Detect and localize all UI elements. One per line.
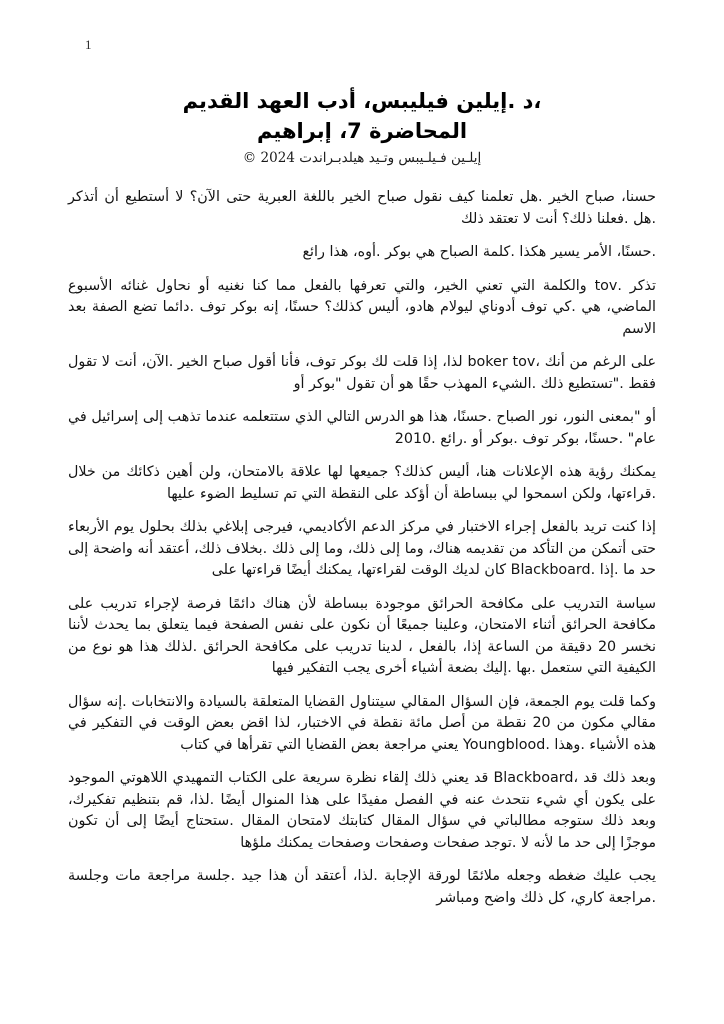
transcript-body — [68, 187, 656, 909]
transcript-paragraph: على الرغم من أنك ،boker tov لذا، إذا قلت لك بوكر توف، فأنا أقول صباح الخير .الآن، أنت لا تقول فقط ."تستطيع ذلك .الشيء المهذب حقًا هو أن تقول "بوكر أو — [68, 354, 656, 392]
document-header — [0, 0, 724, 168]
transcript-paragraph: يمكنك رؤية هذه الإعلانات هنا، أليس كذلك؟ جميعها لها علاقة بالامتحان، ولن أهين ذكائك من خلال .قراءتها، ولكن اسمحوا لي ببساطة أن أؤكد على النقطة التي تم تسليط الضوء عليها — [68, 464, 656, 502]
transcript-paragraph: .حسنًا، الأمر يسير هكذا .كلمة الصباح هي بوكر .أوه، هذا رائع — [302, 244, 656, 260]
page-title-line-1: ،د .إيلين فيليبس، أدب العهد القديم — [182, 89, 542, 113]
transcript-paragraph: حسنا، صباح الخير .هل تعلمنا كيف نقول صباح الخير باللغة العبرية حتى الآن؟ لا أستطيع أن أتذكر .هل .فعلنا ذلك؟ أنت لا تعتقد ذلك — [68, 189, 656, 227]
transcript-paragraph: تذكر .tov والكلمة التي تعني الخير، والتي تعرفها بالفعل مما كنا نغنيه أو نحاول غنائه الأسبوع الماضي، هي .كي توف أدوناي ليولام هادو، أليس كذلك؟ حسنًا، إنه بوكر توف .دائما تضع الصفة بعد الاسم — [68, 277, 656, 337]
transcript-paragraph: سياسة التدريب على مكافحة الحرائق موجودة ببساطة لأن هناك دائمًا فرصة لإجراء تدريب على مكافحة الحرائق أثناء الامتحان، وعلينا جميعًا أن نكون على نفس الصفحة فيما يتعلق بما يحدث لأننا نخسر 20 دقيقة من الساعة إذا، بالفعل ، لدينا تدريب على مكافحة الحرائق .لذلك هذا هو نوع من الكيفية التي ستعمل .بها .إليك بضعة أشياء أخرى يجب التفكير فيها — [68, 595, 656, 676]
copyright-line: إيلـين فـيلـيبس وتـيد هيلدبـراندت 2024 © — [242, 150, 482, 166]
page-title-line-2: المحاضرة 7، إبراهيم — [256, 119, 468, 143]
transcript-paragraph: إذا كنت تريد بالفعل إجراء الاختبار في مركز الدعم الأكاديمي، فيرجى إبلاغي بذلك بحلول يوم الأربعاء حتى أتمكن من التأكد من تقديمه هناك، وما إلى ذلك، وما إلى ذلك .بخلاف ذلك، أعتقد أنه واضحة إلى حد ما .إذا .Blackboard كان لديك الوقت لقراءتها، يمكنك أيضًا قراءتها على — [68, 519, 656, 578]
page-number: 1 — [85, 37, 92, 52]
transcript-paragraph: يجب عليك ضغطه وجعله ملائمًا لورقة الإجابة .لذا، أعتقد أن هذا جيد .جلسة مراجعة مات وجلسة .مراجعة كاري، كل ذلك واضح ومباشر — [68, 868, 656, 906]
transcript-paragraph: وكما قلت يوم الجمعة، فإن السؤال المقالي سيتناول القضايا المتعلقة بالسيادة والانتخابات .إنه سؤال مقالي مكون من 20 نقطة من أصل مائة نقطة في الاختبار، لذا اقض بعض الوقت في التفكير في هذه الأشياء .وهذا .Youngblood يعني مراجعة بعض القضايا التي تقرأها في كتاب — [68, 693, 656, 753]
transcript-paragraph: وبعد ذلك قد ،Blackboard قد يعني ذلك إلقاء نظرة سريعة على الكتاب التمهيدي اللاهوتي الموجود على يكون أي شيء نتحدث عنه في الفصل مفيدًا على هذا المنوال أيضًا .لذا، قم بتنظيم تفكيرك، وبعد ذلك ستوجه مطالباتي في سؤال المقال كتابتك لامتحان المقال .ستحتاج أيضًا إلى أن تكون موجزًا إلى حد ما لأنه لا .توجد صفحات وصفحات وصفحات يمكنك ملؤها — [68, 770, 656, 851]
transcript-paragraph: أو "بمعنى النور، نور الصباح .حسنًا، هذا هو الدرس التالي الذي ستتعلمه عندما تذهب إلى إسرائيل في عام" .حسنًا، بوكر توف .بوكر أو .رائع .2010 — [68, 409, 656, 447]
